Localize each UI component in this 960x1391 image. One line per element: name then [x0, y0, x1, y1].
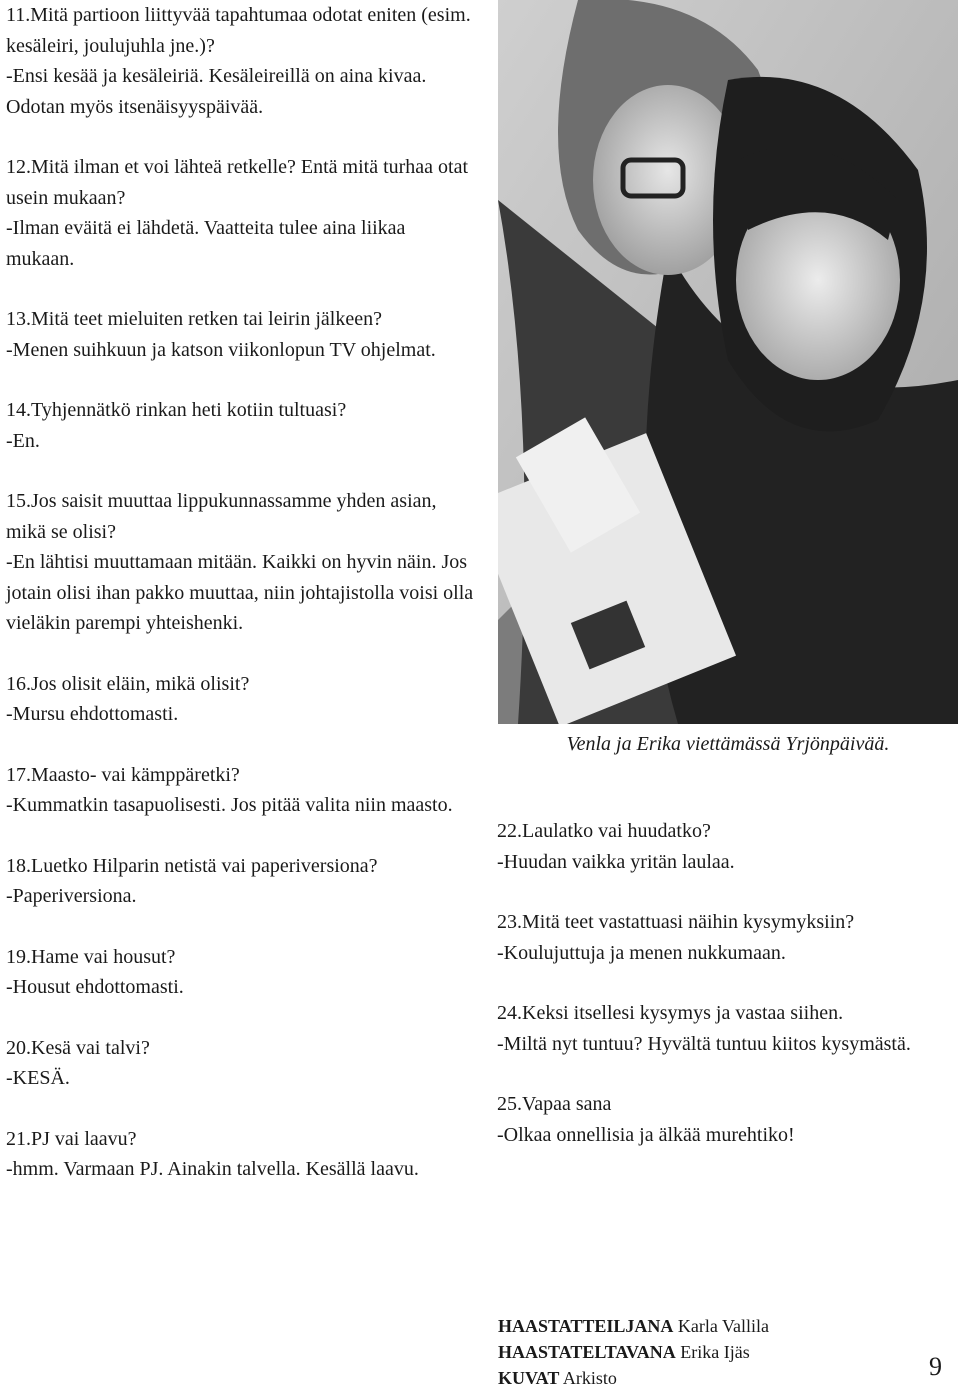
- answer: -Housut ehdottomasti.: [6, 976, 184, 998]
- credit-label: HAASTATELTAVANA: [498, 1342, 676, 1362]
- answer: -Paperiversiona.: [6, 885, 137, 907]
- credit-value: Erika Ijäs: [675, 1342, 750, 1362]
- qa-item: [6, 669, 476, 730]
- answer: -Menen suihkuun ja katson viikonlopun TV ohjelmat.: [6, 338, 436, 361]
- answer: -Ensi kesää ja kesäleiriä. Kesäleireillä on aina kivaa. Odotan myös itsenäisyyspäivää.: [6, 65, 427, 118]
- question: 19.Hame vai housut?: [6, 945, 176, 968]
- credit-value: Karla Vallila: [673, 1316, 770, 1336]
- question: 17.Maasto- vai kämppäretki?: [6, 763, 240, 786]
- question: 22.Laulatko vai huudatko?: [497, 820, 711, 842]
- question: 13.Mitä teet mieluiten retken tai leirin jälkeen?: [6, 308, 382, 330]
- answer: -Miltä nyt tuntuu? Hyvältä tuntuu kiitos kysymästä.: [497, 1032, 911, 1055]
- qa-item: [6, 1124, 476, 1185]
- qa-item: [497, 907, 957, 968]
- question: 21.PJ vai laavu?: [6, 1127, 137, 1150]
- answer: -Ilman eväitä ei lähdetä. Vaatteita tulee aina liikaa mukaan.: [6, 217, 406, 270]
- credit-label: KUVAT: [498, 1368, 560, 1388]
- spacer: [497, 1059, 957, 1089]
- spacer: [6, 1094, 476, 1124]
- answer: -Mursu ehdottomasti.: [6, 703, 179, 725]
- question: 18.Luetko Hilparin netistä vai paperiversiona?: [6, 854, 378, 877]
- qa-item: [497, 816, 957, 877]
- right-column: [497, 816, 957, 1150]
- credits: [498, 1313, 898, 1391]
- spacer: [6, 274, 476, 304]
- spacer: [6, 1003, 476, 1033]
- photo: [498, 0, 958, 724]
- credit-line: [498, 1365, 898, 1391]
- answer: -Olkaa onnellisia ja älkää murehtiko!: [497, 1123, 795, 1146]
- spacer: [6, 639, 476, 669]
- spacer: [6, 456, 476, 486]
- answer: -hmm. Varmaan PJ. Ainakin talvella. Kesällä laavu.: [6, 1158, 419, 1180]
- qa-item: [497, 998, 957, 1059]
- answer: -Kummatkin tasapuolisesti. Jos pitää valita niin maasto.: [6, 794, 453, 816]
- page-number: 9: [929, 1352, 942, 1381]
- qa-item: [6, 0, 476, 122]
- answer: -En lähtisi muuttamaan mitään. Kaikki on hyvin näin. Jos jotain olisi ihan pakko muuttaa, niin johtajistolla voisi olla vieläkin parempi yhteishenki.: [6, 551, 474, 634]
- question: 11.Mitä partioon liittyvää tapahtumaa odotat eniten (esim. kesäleiri, joulujuhla jne.)?: [6, 4, 471, 57]
- question: 15.Jos saisit muuttaa lippukunnassamme yhden asian, mikä se olisi?: [6, 490, 437, 543]
- question: 16.Jos olisit eläin, mikä olisit?: [6, 672, 250, 695]
- spacer: [497, 968, 957, 998]
- credit-line: [498, 1339, 898, 1365]
- spacer: [497, 877, 957, 907]
- spacer: [6, 912, 476, 942]
- left-column: [6, 0, 476, 1185]
- spacer: [6, 365, 476, 395]
- qa-item: [6, 304, 476, 365]
- spacer: [6, 122, 476, 152]
- answer: -KESÄ.: [6, 1067, 70, 1089]
- qa-item: [497, 1089, 957, 1150]
- question: 12.Mitä ilman et voi lähteä retkelle? Entä mitä turhaa otat usein mukaan?: [6, 156, 469, 209]
- qa-item: [6, 942, 476, 1003]
- qa-item: [6, 1033, 476, 1094]
- answer: -Huudan vaikka yritän laulaa.: [497, 850, 735, 873]
- credit-label: HAASTATTEILJANA: [498, 1316, 674, 1336]
- question: 14.Tyhjennätkö rinkan heti kotiin tultuasi?: [6, 399, 347, 421]
- qa-item: [6, 152, 476, 274]
- photo-image: [498, 0, 958, 724]
- qa-item: [6, 760, 476, 821]
- question: 23.Mitä teet vastattuasi näihin kysymyksiin?: [497, 911, 855, 933]
- photo-caption: Venla ja Erika viettämässä Yrjönpäivää.: [566, 733, 890, 755]
- question: 20.Kesä vai talvi?: [6, 1036, 150, 1059]
- spacer: [6, 821, 476, 851]
- question: 24.Keksi itsellesi kysymys ja vastaa siihen.: [497, 1002, 844, 1024]
- spacer: [6, 730, 476, 760]
- qa-item: [6, 851, 476, 912]
- question: 25.Vapaa sana: [497, 1093, 612, 1115]
- answer: -Koulujuttuja ja menen nukkumaan.: [497, 941, 786, 964]
- qa-item: [6, 395, 476, 456]
- credit-line: [498, 1313, 898, 1339]
- qa-item: [6, 486, 476, 639]
- credit-value: Arkisto: [559, 1368, 617, 1388]
- answer: -En.: [6, 429, 40, 452]
